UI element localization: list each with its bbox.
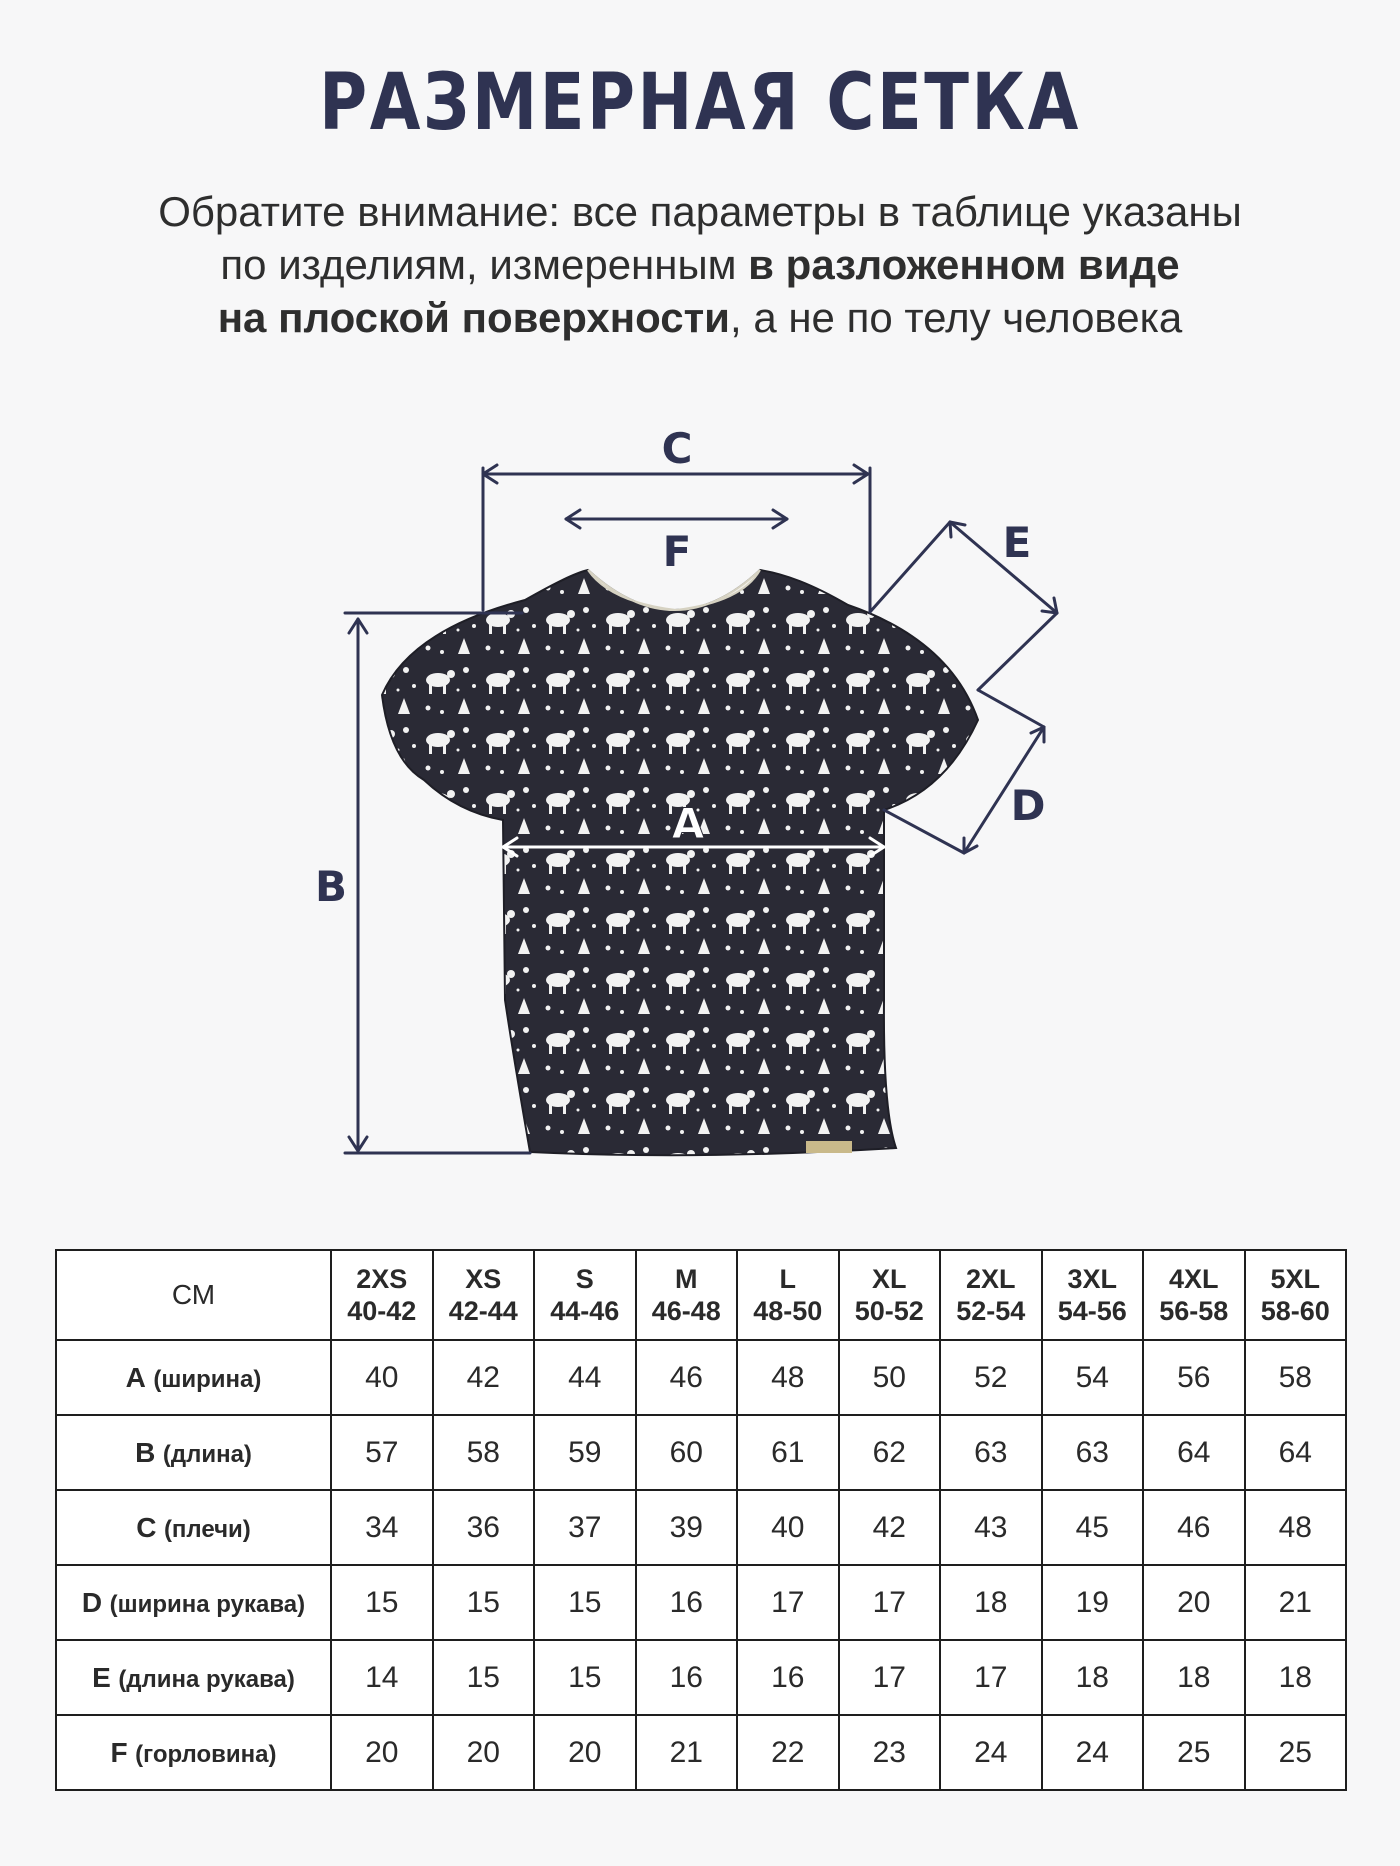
table-cell: 34 <box>331 1490 433 1565</box>
table-cell: 59 <box>534 1415 636 1490</box>
row-key: E <box>92 1661 111 1693</box>
row-description: (длина рукава) <box>118 1665 295 1693</box>
table-cell: 15 <box>534 1565 636 1640</box>
size-letter: 2XL <box>965 1264 1016 1294</box>
table-row <box>56 1565 1346 1640</box>
table-cell: 23 <box>839 1715 941 1790</box>
table-cell: 37 <box>534 1490 636 1565</box>
size-table-body <box>56 1340 1346 1790</box>
size-range: 44-46 <box>550 1296 620 1326</box>
table-cell: 15 <box>331 1565 433 1640</box>
table-cell: 56 <box>1143 1340 1245 1415</box>
note-plain-text: , а не по телу человека <box>729 294 1183 341</box>
table-cell: 25 <box>1143 1715 1245 1790</box>
row-description: (горловина) <box>135 1740 277 1768</box>
page-title: РАЗМЕРНАЯ СЕТКА <box>319 58 1081 148</box>
note-line-2 <box>0 238 1400 291</box>
row-key: B <box>135 1436 156 1468</box>
table-cell: 36 <box>433 1490 535 1565</box>
table-cell: 54 <box>1042 1340 1144 1415</box>
size-letter: S <box>575 1264 594 1294</box>
note-plain-text: по изделиям, измеренным <box>220 241 749 288</box>
note-line-1: Обратите внимание: все параметры в таблице указаны <box>158 188 1242 235</box>
table-cell: 24 <box>940 1715 1042 1790</box>
label-a: A <box>671 799 705 848</box>
row-key: F <box>110 1736 128 1768</box>
note-bold-text: в разложенном виде <box>748 241 1180 288</box>
size-range: 54-56 <box>1057 1296 1127 1326</box>
table-cell: 16 <box>636 1565 738 1640</box>
table-cell: 17 <box>940 1640 1042 1715</box>
size-header <box>1042 1250 1144 1340</box>
table-cell: 52 <box>940 1340 1042 1415</box>
size-letter: XS <box>465 1264 502 1294</box>
label-f: F <box>662 527 692 576</box>
table-cell: 17 <box>839 1565 941 1640</box>
size-range: 42-44 <box>448 1296 518 1326</box>
table-cell: 64 <box>1143 1415 1245 1490</box>
size-header <box>636 1250 738 1340</box>
table-row <box>56 1340 1346 1415</box>
row-key: D <box>81 1586 103 1618</box>
table-cell: 64 <box>1245 1415 1347 1490</box>
row-label <box>56 1340 331 1415</box>
size-letter: L <box>779 1264 796 1294</box>
label-e: E <box>1002 518 1032 567</box>
size-letter: 2XS <box>356 1264 408 1294</box>
table-cell: 40 <box>737 1490 839 1565</box>
size-letter: 3XL <box>1067 1264 1118 1294</box>
table-cell: 48 <box>737 1340 839 1415</box>
size-letter: M <box>675 1264 698 1294</box>
size-table <box>55 1249 1347 1791</box>
row-label <box>56 1640 331 1715</box>
tshirt-image <box>382 570 978 1155</box>
size-range: 50-52 <box>854 1296 924 1326</box>
size-header <box>940 1250 1042 1340</box>
size-header <box>1143 1250 1245 1340</box>
table-cell: 63 <box>940 1415 1042 1490</box>
table-cell: 18 <box>940 1565 1042 1640</box>
size-letter: XL <box>871 1264 907 1294</box>
table-cell: 17 <box>839 1640 941 1715</box>
table-cell: 43 <box>940 1490 1042 1565</box>
size-header <box>534 1250 636 1340</box>
size-header-row <box>56 1250 1346 1340</box>
row-description: (ширина рукава) <box>109 1590 306 1618</box>
label-d: D <box>1010 781 1046 830</box>
size-header <box>839 1250 941 1340</box>
table-cell: 58 <box>1245 1340 1347 1415</box>
row-key: A <box>125 1361 146 1393</box>
table-cell: 63 <box>1042 1415 1144 1490</box>
table-cell: 16 <box>737 1640 839 1715</box>
table-cell: 61 <box>737 1415 839 1490</box>
size-letter: 4XL <box>1168 1264 1219 1294</box>
table-cell: 39 <box>636 1490 738 1565</box>
table-cell: 42 <box>839 1490 941 1565</box>
table-cell: 21 <box>1245 1565 1347 1640</box>
row-label <box>56 1715 331 1790</box>
table-cell: 42 <box>433 1340 535 1415</box>
size-header <box>737 1250 839 1340</box>
row-label <box>56 1565 331 1640</box>
table-cell: 16 <box>636 1640 738 1715</box>
table-row <box>56 1640 1346 1715</box>
note-line-3 <box>0 291 1400 344</box>
table-cell: 20 <box>433 1715 535 1790</box>
row-description: (плечи) <box>163 1515 251 1543</box>
table-cell: 14 <box>331 1640 433 1715</box>
table-cell: 18 <box>1245 1640 1347 1715</box>
table-cell: 15 <box>433 1640 535 1715</box>
row-description: (ширина) <box>153 1365 262 1393</box>
row-label <box>56 1490 331 1565</box>
table-cell: 45 <box>1042 1490 1144 1565</box>
size-range: 56-58 <box>1159 1296 1229 1326</box>
table-cell: 60 <box>636 1415 738 1490</box>
table-row <box>56 1715 1346 1790</box>
table-cell: 62 <box>839 1415 941 1490</box>
table-cell: 57 <box>331 1415 433 1490</box>
table-cell: 15 <box>534 1640 636 1715</box>
table-cell: 46 <box>636 1340 738 1415</box>
table-cell: 46 <box>1143 1490 1245 1565</box>
table-cell: 44 <box>534 1340 636 1415</box>
label-c: C <box>661 424 693 473</box>
table-cell: 15 <box>433 1565 535 1640</box>
row-description: (длина) <box>162 1440 252 1468</box>
table-row <box>56 1415 1346 1490</box>
table-cell: 50 <box>839 1340 941 1415</box>
label-b: B <box>314 862 348 911</box>
size-range: 52-54 <box>956 1296 1026 1326</box>
size-range: 58-60 <box>1260 1296 1330 1326</box>
table-cell: 48 <box>1245 1490 1347 1565</box>
table-cell: 17 <box>737 1565 839 1640</box>
size-range: 40-42 <box>347 1296 417 1326</box>
table-cell: 18 <box>1143 1640 1245 1715</box>
measurement-note <box>0 185 1400 344</box>
row-key: C <box>136 1511 157 1543</box>
table-cell: 40 <box>331 1340 433 1415</box>
table-cell: 22 <box>737 1715 839 1790</box>
size-header <box>433 1250 535 1340</box>
row-label <box>56 1415 331 1490</box>
size-header <box>1245 1250 1347 1340</box>
table-cell: 25 <box>1245 1715 1347 1790</box>
table-cell: 18 <box>1042 1640 1144 1715</box>
note-bold-text: на плоской поверхности <box>217 294 730 341</box>
size-range: 46-48 <box>651 1296 721 1326</box>
unit-header: СМ <box>56 1250 331 1340</box>
size-letter: 5XL <box>1270 1264 1321 1294</box>
size-range: 48-50 <box>753 1296 823 1326</box>
size-header <box>331 1250 433 1340</box>
table-cell: 24 <box>1042 1715 1144 1790</box>
table-cell: 20 <box>534 1715 636 1790</box>
table-cell: 58 <box>433 1415 535 1490</box>
table-cell: 20 <box>1143 1565 1245 1640</box>
table-cell: 21 <box>636 1715 738 1790</box>
table-cell: 19 <box>1042 1565 1144 1640</box>
tshirt-measurement-diagram <box>0 420 1400 1180</box>
table-row <box>56 1490 1346 1565</box>
table-cell: 20 <box>331 1715 433 1790</box>
